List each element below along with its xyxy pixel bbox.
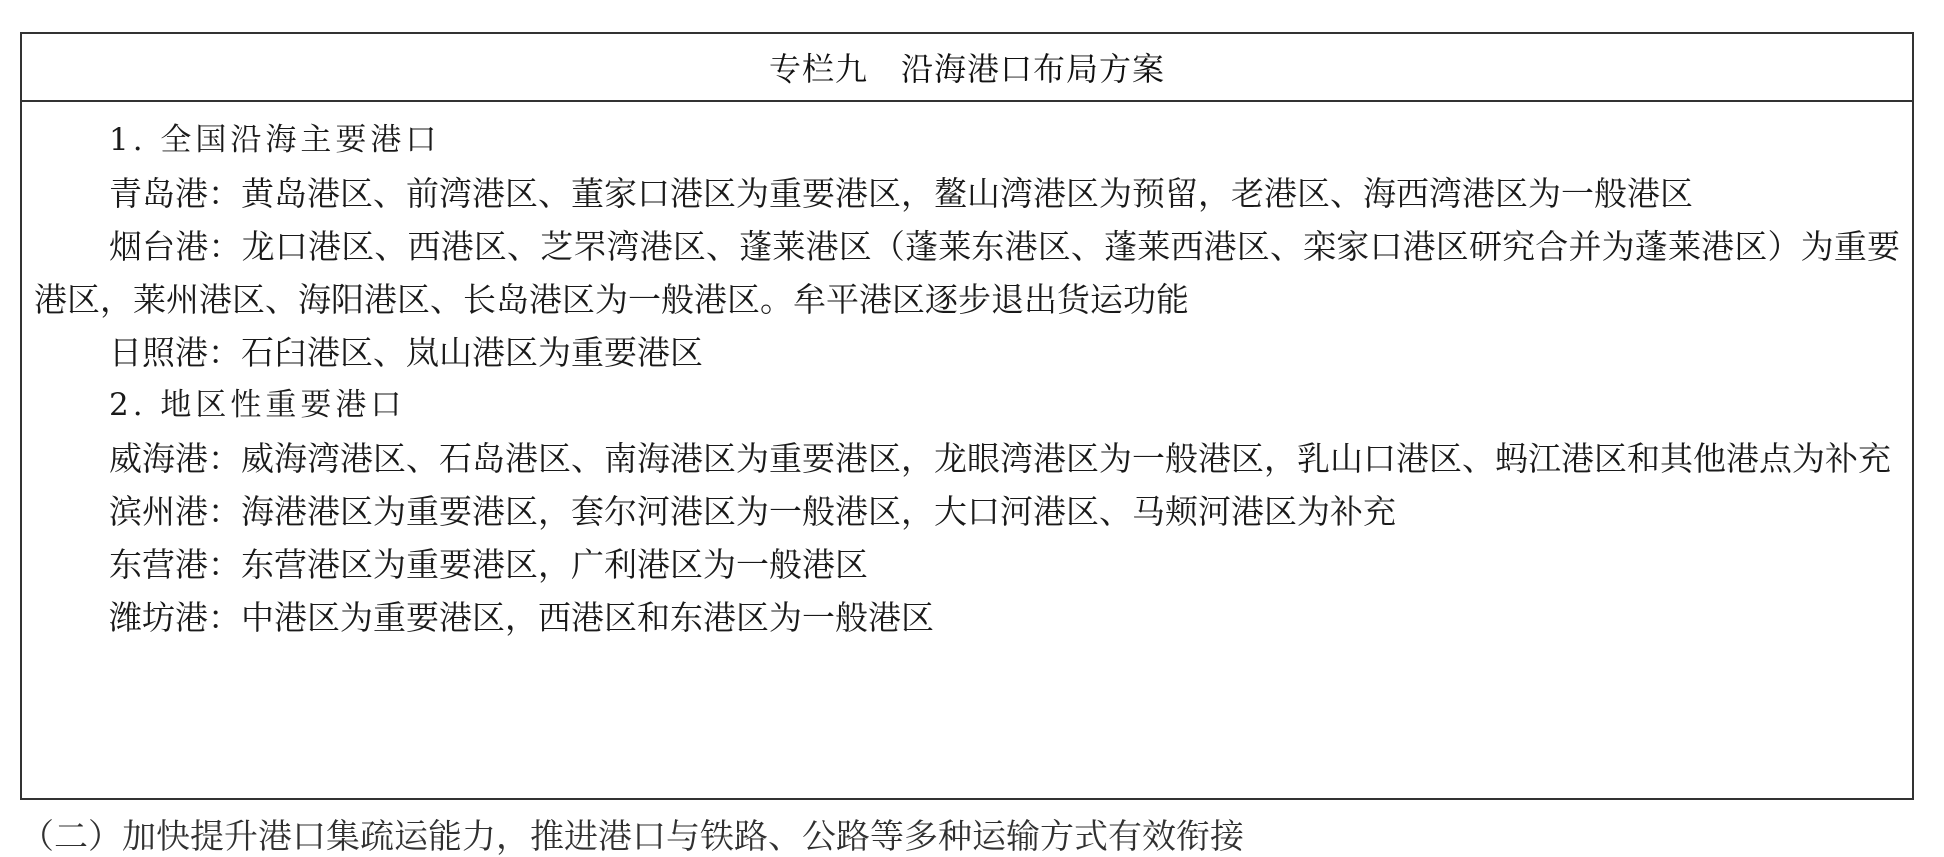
paragraph-binzhou-port: 滨州港：海港港区为重要港区，套尔河港区为一般港区，大口河港区、马颊河港区为补充 xyxy=(109,492,1396,531)
column-title: 专栏九 沿海港口布局方案 xyxy=(22,34,1912,102)
cut-off-text-line xyxy=(20,806,1914,857)
cut-off-text: （二）加快提升港口集疏运能力，推进港口与铁路、公路等多种运输方式有效衔接 xyxy=(20,817,1244,857)
section-heading-regional-ports: 2. 地区性重要港口 xyxy=(109,387,406,423)
column-box xyxy=(20,32,1914,800)
paragraph-rizhao-port: 日照港：石臼港区、岚山港区为重要港区 xyxy=(109,333,703,372)
paragraph-yantai-port: 烟台港：龙口港区、西港区、芝罘湾港区、蓬莱港区（蓬莱东港区、蓬莱西港区、栾家口港区研究合并为蓬莱港区）为重要港区，莱州港区、海阳港区、长岛港区为一般港区。牟平港区逐步退出货运功能 xyxy=(34,227,1900,319)
paragraph-weihai-port: 威海港：威海湾港区、石岛港区、南海港区为重要港区，龙眼湾港区为一般港区，乳山口港区、蚂江港区和其他港点为补充 xyxy=(109,439,1891,478)
paragraph-weifang-port: 潍坊港：中港区为重要港区，西港区和东港区为一般港区 xyxy=(109,598,934,637)
paragraph-dongying-port: 东营港：东营港区为重要港区，广利港区为一般港区 xyxy=(109,545,868,584)
section-heading-major-ports: 1. 全国沿海主要港口 xyxy=(109,122,441,158)
column-body xyxy=(22,102,1912,644)
paragraph-qingdao-port: 青岛港：黄岛港区、前湾港区、董家口港区为重要港区，鳌山湾港区为预留，老港区、海西湾港区为一般港区 xyxy=(109,174,1693,213)
